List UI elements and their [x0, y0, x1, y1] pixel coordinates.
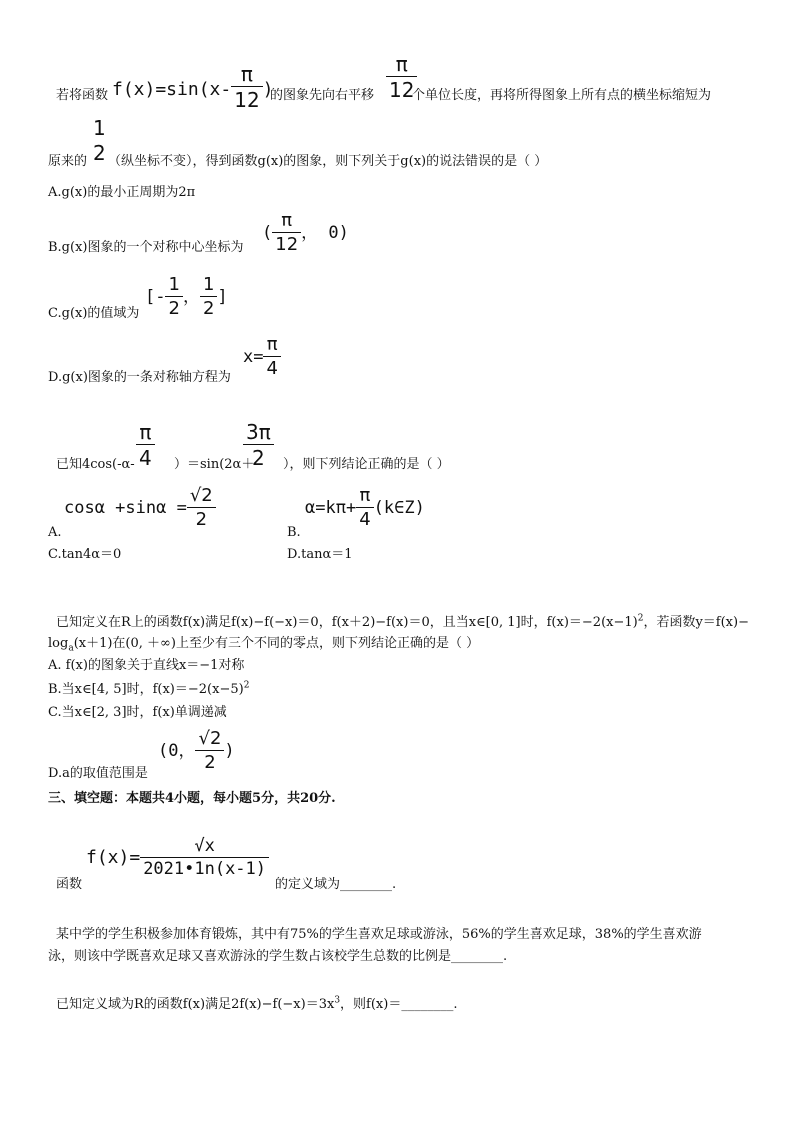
q1-option-c-sep: ， [182, 287, 200, 307]
q3-option-b [48, 680, 250, 697]
q1-half-num: 1 [93, 116, 106, 140]
q1-func-fraction [231, 64, 262, 110]
q1-func-lhs: f(x)=sin(x- [112, 79, 232, 100]
q1-func-rparen: ) [262, 79, 274, 100]
q2-option-b-num: π [356, 487, 373, 508]
q2-option-a-lhs: cosα +sinα = [64, 498, 187, 518]
q1-option-c-text: C.g(x)的值域为 [48, 306, 140, 321]
q2-f1-num: π [136, 422, 155, 445]
q1-function [112, 62, 274, 112]
f1-expr [86, 838, 269, 878]
q3-line2-sub: a [68, 643, 74, 654]
q1-option-d-num: π [263, 336, 280, 357]
q1-option-b-num: π [272, 212, 301, 233]
q1-option-b-expr [262, 212, 349, 254]
q1-shift-den: 12 [389, 78, 415, 102]
f1-tail: 的定义域为________. [275, 877, 397, 892]
q1-shift-num: π [386, 54, 417, 77]
q1-option-d-lhs: x= [243, 347, 264, 367]
q1-option-b-open: ( [262, 223, 273, 243]
f1-num: √x [140, 838, 269, 858]
q1-tail: 个单位长度，再将所得图象上所有点的横坐标缩短为 [412, 88, 712, 103]
q3-option-b-text: B.当x∈[4, 5]时，f(x)＝−2(x−5) [48, 682, 244, 697]
q3-line1 [56, 613, 749, 630]
q3-option-c: C.当x∈[2, 3]时，f(x)单调递减 [48, 705, 227, 720]
q3-line2-b: (x＋1)在(0, ＋∞)上至少有三个不同的零点，则下列结论正确的是（ ） [73, 636, 480, 651]
q2-option-a-expr [64, 487, 216, 529]
q1-option-c-num1: 1 [165, 276, 182, 297]
q3-option-d-num: √2 [195, 730, 224, 751]
q1-option-c-den1: 2 [168, 298, 180, 319]
q1-option-d-den: 4 [266, 358, 278, 379]
q3-line2-a: log [48, 636, 69, 651]
q2-option-a-num: √2 [187, 487, 216, 508]
q1-option-c-open: [- [145, 287, 166, 307]
q2-tail: ），则下列结论正确的是（ ） [283, 457, 450, 472]
q1-option-b-close: ， 0) [301, 223, 349, 243]
q2-option-b-tail: (k∈Z) [373, 498, 425, 518]
q2-option-b-expr [305, 487, 425, 529]
f2-line2: 泳，则该中学既喜欢足球又喜欢游泳的学生数占该校学生总数的比例是________. [48, 949, 508, 964]
q2-option-b-den: 4 [359, 509, 371, 530]
q3-line2 [48, 636, 480, 654]
f2-line1: 某中学的学生积极参加体育锻炼，其中有75%的学生喜欢足球或游泳，56%的学生喜欢足球，38%的学生喜欢游 [56, 927, 702, 942]
q3-option-b-sup: 2 [243, 680, 250, 691]
f1-lhs: f(x)= [86, 847, 141, 868]
q1-func-den: 12 [234, 88, 260, 112]
q3-line1-a: 已知定义在R上的函数f(x)满足f(x)−f(−x)＝0，f(x＋2)−f(x)＝0，且当x∈[0, 1]时，f(x)＝−2(x−1) [56, 615, 638, 630]
q2-f1-den: 4 [139, 446, 152, 470]
q2-fraction2 [243, 422, 274, 468]
q1-option-b-den: 12 [275, 234, 299, 255]
q3-option-d-den: 2 [204, 752, 216, 773]
q2-mid: ）＝sin(2α＋ [174, 457, 255, 472]
q1-option-c-den2: 2 [202, 298, 215, 319]
q2-option-a-label: A. [48, 525, 62, 540]
q1-line2-tail: （纵坐标不变），得到函数g(x)的图象，则下列关于g(x)的说法错误的是（ ） [108, 154, 548, 169]
q2-option-a-den: 2 [195, 509, 208, 530]
q1-option-a: A.g(x)的最小正周期为2π [48, 185, 196, 200]
f1-den: 2021•1n(x-1) [143, 859, 267, 879]
f1-prefix: 函数 [56, 877, 83, 892]
q1-half-den: 2 [93, 141, 106, 165]
q3-option-a: A. f(x)的图象关于直线x＝−1对称 [48, 658, 245, 673]
q1-half-fraction [90, 118, 109, 163]
q2-option-b-lhs: α=kπ+ [305, 498, 357, 518]
f3-text-a: 已知定义域为R的函数f(x)满足2f(x)−f(−x)＝3x [56, 997, 335, 1012]
q3-option-d-open: (0， [158, 741, 196, 761]
q1-option-c-num2: 1 [200, 276, 217, 297]
q1-line2-prefix: 原来的 [48, 154, 88, 169]
q1-option-d-text: D.g(x)图象的一条对称轴方程为 [48, 370, 231, 385]
q1-prefix: 若将函数 [56, 88, 109, 103]
q1-option-b-text: B.g(x)图象的一个对称中心坐标为 [48, 240, 244, 255]
q3-option-d-expr [158, 730, 235, 772]
q1-option-c-close: ] [217, 287, 228, 307]
f3-text-b: ，则f(x)＝________. [340, 997, 458, 1012]
section3-heading: 三、填空题：本题共4小题，每小题5分，共20分. [48, 791, 336, 806]
q3-option-d-close: ) [224, 741, 235, 761]
q3-option-d-text: D.a的取值范围是 [48, 766, 148, 781]
q2-option-b-label: B. [287, 525, 301, 540]
q1-mid: 的图象先向右平移 [270, 88, 375, 103]
q2-f2-den: 2 [252, 446, 265, 470]
q1-option-d-expr [243, 336, 281, 378]
f3-sup: 3 [334, 995, 341, 1006]
q2-f2-num: 3π [243, 422, 274, 445]
q2-fraction1 [136, 422, 155, 468]
q1-func-num: π [231, 64, 262, 87]
q2-prefix: 已知4cos(-α- [56, 457, 135, 472]
q2-option-c: C.tan4α＝0 [48, 547, 122, 562]
f3-line [56, 995, 458, 1012]
q2-option-d: D.tanα＝1 [287, 547, 353, 562]
q1-option-c-expr [145, 276, 228, 318]
q3-line1-sup: 2 [637, 613, 644, 624]
q3-line1-b: ，若函数y＝f(x)− [643, 615, 749, 630]
